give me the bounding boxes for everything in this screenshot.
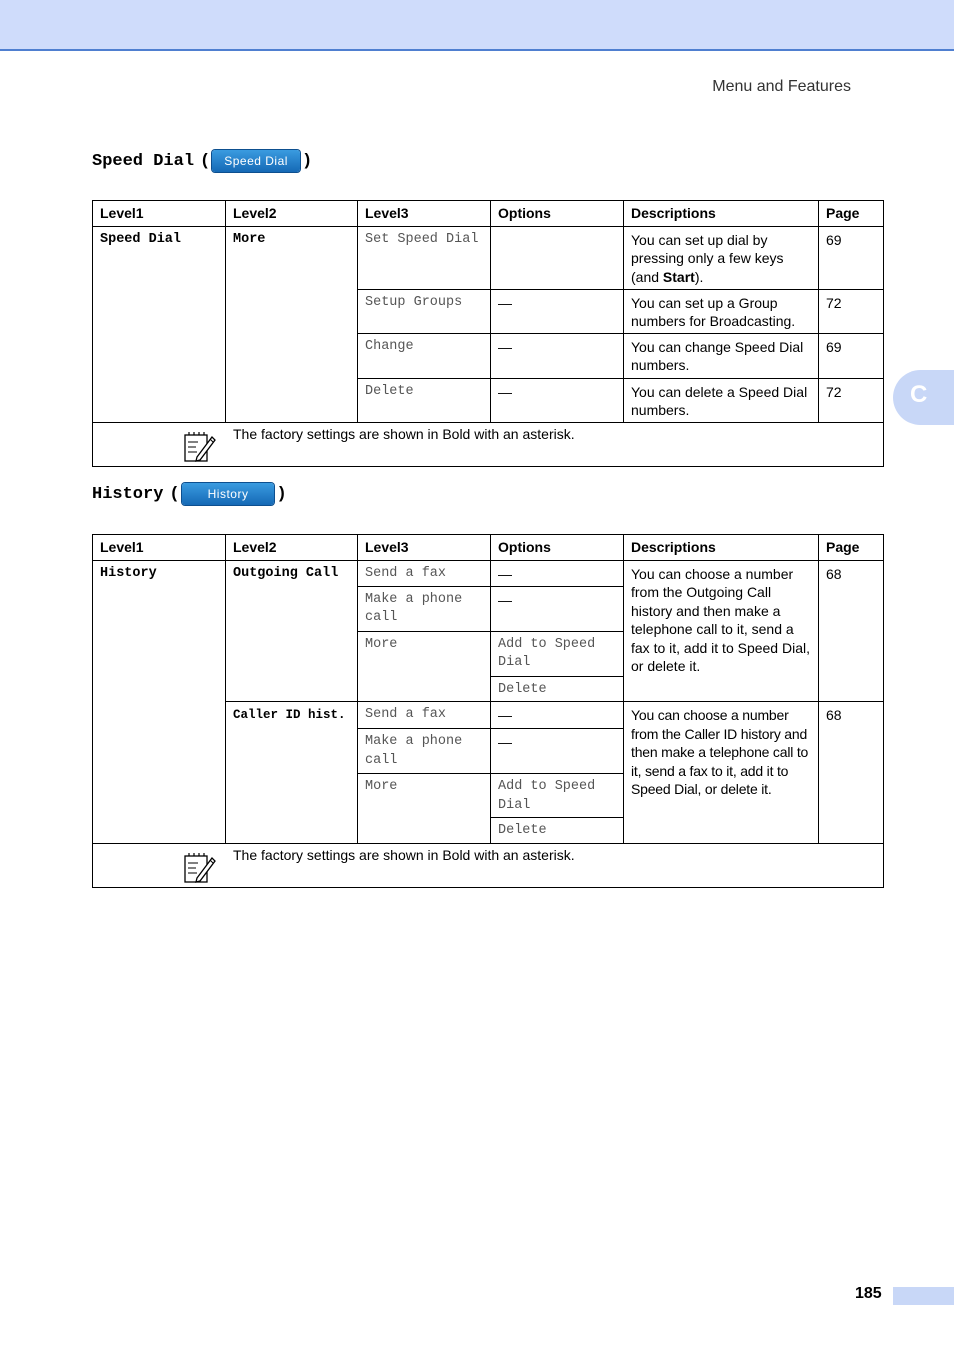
history-title: History	[92, 484, 164, 504]
option-cell: —	[491, 560, 624, 586]
table-row	[93, 560, 884, 586]
level3-cell: Make a phone call	[358, 729, 491, 774]
option-cell	[491, 226, 624, 289]
description-text-end: ).	[694, 268, 704, 285]
col-level2: Level2	[226, 535, 358, 561]
option-cell: —	[491, 289, 624, 333]
col-descriptions: Descriptions	[624, 535, 819, 561]
top-banner	[0, 0, 954, 51]
option-cell: —	[491, 378, 624, 422]
running-header: Menu and Features	[712, 78, 851, 95]
description-cell: You can set up a Group numbers for Broadcasting.	[624, 289, 819, 333]
col-level1: Level1	[93, 535, 226, 561]
page-cell: 68	[819, 560, 884, 702]
table-header-row	[93, 535, 884, 561]
col-level3: Level3	[358, 535, 491, 561]
level3-cell: Make a phone call	[358, 586, 491, 631]
col-level2: Level2	[226, 201, 358, 227]
note-row	[93, 422, 884, 466]
speed-dial-button[interactable]: Speed Dial	[212, 150, 300, 172]
option-cell: Delete	[491, 676, 624, 702]
history-heading: History ( History )	[92, 484, 287, 504]
level3-cell: Change	[358, 333, 491, 378]
description-cell: You can delete a Speed Dial numbers.	[624, 378, 819, 422]
level3-cell: More	[358, 631, 491, 702]
level1-cell: Speed Dial	[93, 226, 226, 422]
option-cell: —	[491, 333, 624, 378]
note-pad-icon	[183, 852, 217, 884]
col-descriptions: Descriptions	[624, 201, 819, 227]
note-text: The factory settings are shown in Bold with an asterisk.	[233, 425, 575, 442]
option-cell: —	[491, 586, 624, 631]
page-cell: 69	[819, 333, 884, 378]
page-number-bar	[893, 1287, 954, 1305]
col-options: Options	[491, 535, 624, 561]
option-cell: Add to Speed Dial	[491, 774, 624, 818]
col-level3: Level3	[358, 201, 491, 227]
level3-cell: Send a fax	[358, 702, 491, 729]
col-level1: Level1	[93, 201, 226, 227]
start-key-label: Start	[662, 268, 695, 285]
description-text: You can set up dial by pressing only a few keys (and	[631, 231, 784, 285]
col-options: Options	[491, 201, 624, 227]
description-cell	[624, 226, 819, 289]
chapter-tab	[893, 370, 954, 425]
table-header-row	[93, 201, 884, 227]
page-cell: 72	[819, 289, 884, 333]
level2-callerid-cell: Caller ID hist.	[226, 702, 358, 844]
speed-dial-title: Speed Dial	[92, 151, 195, 171]
level3-cell: Setup Groups	[358, 289, 491, 333]
page-cell: 68	[819, 702, 884, 844]
speed-dial-heading: Speed Dial ( Speed Dial )	[92, 151, 313, 171]
history-table	[92, 534, 884, 888]
level2-outgoing-cell: Outgoing Call	[226, 560, 358, 702]
table-row	[93, 226, 884, 289]
note-row	[93, 843, 884, 887]
option-cell: —	[491, 702, 624, 729]
option-cell: —	[491, 729, 624, 774]
level1-cell: History	[93, 560, 226, 843]
level2-cell: More	[226, 226, 358, 422]
option-cell: Add to Speed Dial	[491, 631, 624, 676]
level3-cell: Set Speed Dial	[358, 226, 491, 289]
page-number: 185	[855, 1285, 882, 1302]
col-page: Page	[819, 201, 884, 227]
level3-cell: More	[358, 774, 491, 844]
col-page: Page	[819, 535, 884, 561]
page-cell: 69	[819, 226, 884, 289]
level3-cell: Send a fax	[358, 560, 491, 586]
description-cell: You can choose a number from the Outgoing Call history and then make a telephone call to it, send a fax to it, add it to Speed Dial, or delete it.	[624, 560, 819, 702]
speed-dial-table	[92, 200, 884, 467]
option-cell: Delete	[491, 818, 624, 844]
level3-cell: Delete	[358, 378, 491, 422]
note-pad-icon	[183, 431, 217, 463]
description-cell: You can choose a number from the Caller ID history and then make a telephone call to it, send a fax to it, add it to Speed Dial, or delete it.	[624, 702, 819, 844]
note-text: The factory settings are shown in Bold with an asterisk.	[233, 846, 575, 863]
chapter-letter: C	[910, 381, 928, 408]
history-button[interactable]: History	[182, 483, 275, 505]
description-cell: You can change Speed Dial numbers.	[624, 333, 819, 378]
page-cell: 72	[819, 378, 884, 422]
